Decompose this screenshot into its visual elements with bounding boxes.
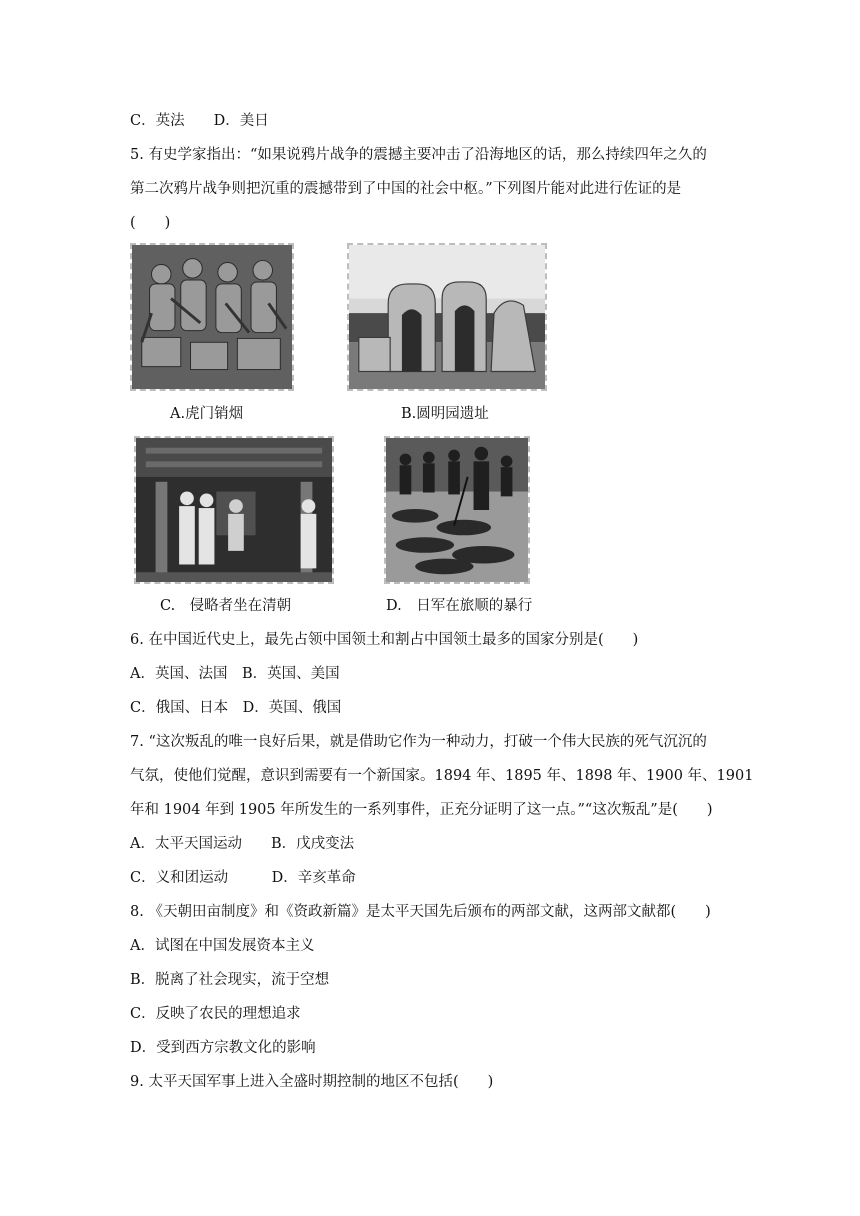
q7-stem-line2: 气氛，使他们觉醒，意识到需要有一个新国家。1894 年、1895 年、1898 年、1900 年、1901 (130, 768, 754, 784)
q5-stem-line2: 第二次鸦片战争则把沉重的震撼带到了中国的社会中枢。”下列图片能对此进行佐证的是 (130, 181, 682, 197)
q7-options-cd: C．义和团运动 D．辛亥革命 (130, 870, 356, 886)
q7-stem-line1: 7. “这次叛乱的唯一良好后果，就是借助它作为一种动力，打破一个伟大民族的死气沉沉的 (130, 734, 707, 750)
q8-option-c: C．反映了农民的理想追求 (130, 1006, 301, 1022)
photo-humen-relief (130, 243, 294, 391)
q6-stem: 6. 在中国近代史上，最先占领中国领土和割占中国领土最多的国家分别是( ) (130, 632, 639, 648)
q6-options-cd: C．俄国、日本 D．英国、俄国 (130, 700, 342, 716)
photo-yuanmingyuan-ruins (347, 243, 547, 391)
q9-stem: 9. 太平天国军事上进入全盛时期控制的地区不包括( ) (130, 1074, 494, 1090)
q7-options-ab: A．太平天国运动 B．戊戌变法 (130, 836, 355, 852)
q8-option-b: B．脱离了社会现实，流于空想 (130, 972, 330, 988)
caption-d: D. 日军在旅顺的暴行 (386, 598, 533, 614)
q5-stem-line1: 5. 有史学家指出：“如果说鸦片战争的震撼主要冲击了沿海地区的话，那么持续四年之久的 (130, 147, 707, 163)
q5-blank: ( ) (130, 215, 171, 231)
photo-invaders-qing-palace (134, 436, 334, 584)
q8-option-a: A．试图在中国发展资本主义 (130, 938, 315, 954)
q8-stem: 8. 《天朝田亩制度》和《资政新篇》是太平天国先后颁布的两部文献，这两部文献都( ) (130, 904, 711, 920)
q6-options-ab: A．英国、法国 B．英国、美国 (130, 666, 340, 682)
caption-a: A.虎门销烟 (170, 406, 244, 422)
caption-c: C. 侵略者坐在清朝 (160, 598, 292, 614)
q8-option-d: D．受到西方宗教文化的影响 (130, 1040, 316, 1056)
photo-lushun-atrocity (384, 436, 530, 584)
q7-stem-line3: 年和 1904 年到 1905 年所发生的一系列事件，正充分证明了这一点。”“这次叛乱”是( ) (130, 802, 713, 818)
q4-options-cd: C．英法 D．美日 (130, 113, 269, 129)
caption-b: B.圆明园遗址 (401, 406, 489, 422)
